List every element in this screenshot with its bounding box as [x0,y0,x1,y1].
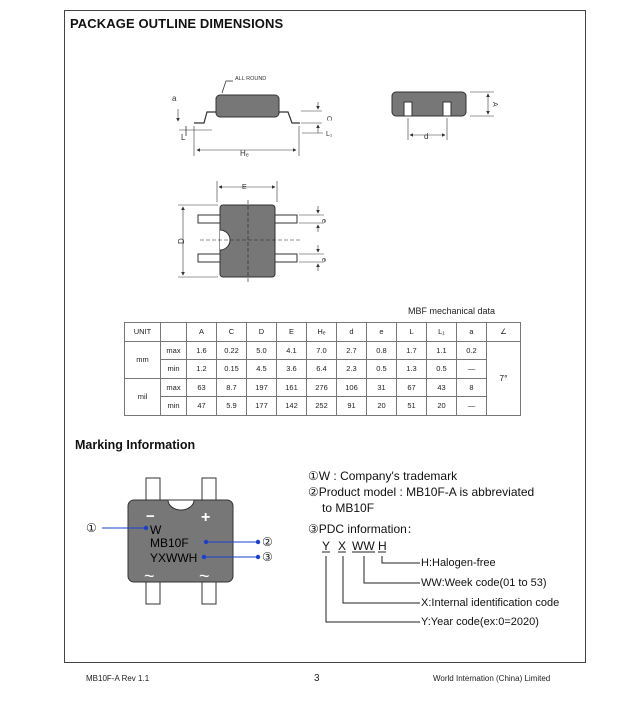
ac-symbol-left: ~ [144,566,155,586]
limit-cell: max [161,341,187,360]
header-cell: ∠ [487,323,521,342]
chip-marking-date: YXWWH [150,551,198,565]
value-cell: 31 [367,378,397,397]
dim-e-big-label: E [242,184,247,191]
value-cell: 0.5 [427,360,457,379]
value-cell: 7.0 [307,341,337,360]
value-cell: 47 [187,397,217,416]
marking-item-model-cont: to MB10F [322,501,375,515]
dim-he-label: Hₑ [240,149,249,158]
header-cell: C [217,323,247,342]
marking-item-pdc: ③PDC information： [308,522,419,536]
value-cell: 106 [337,378,367,397]
page-number: 3 [314,673,320,684]
dim-a-label: a [172,94,177,103]
limit-cell: max [161,378,187,397]
all-round-label: ALL ROUND [235,76,267,82]
unit-cell: mm [125,341,161,378]
marking-item-model: ②Product model : MB10F-A is abbreviated [308,485,535,499]
unit-cell: mil [125,378,161,415]
dim-d-small-label: d [424,132,429,141]
value-cell: 1.1 [427,341,457,360]
value-cell: 276 [307,378,337,397]
value-cell: 0.22 [217,341,247,360]
callout-2: ② [262,535,273,549]
value-cell: 67 [397,378,427,397]
value-cell: 51 [397,397,427,416]
value-cell: 1.6 [187,341,217,360]
header-cell: D [247,323,277,342]
value-cell: — [457,360,487,379]
header-cell: Hₑ [307,323,337,342]
pdc-code-h: H [378,539,387,553]
dim-e1-label: e [320,219,327,223]
marking-item-trademark: ①W : Company's trademark [308,469,458,483]
marking-title: Marking Information [75,438,196,452]
dim-a-big-label: A [491,102,498,107]
header-cell: UNIT [125,323,161,342]
value-cell: 43 [427,378,457,397]
value-cell: 1.7 [397,341,427,360]
pdc-connectors [322,552,420,622]
value-cell: 3.6 [277,360,307,379]
value-cell: 2.7 [337,341,367,360]
angle-cell: 7° [487,341,521,415]
header-cell: d [337,323,367,342]
page-title: PACKAGE OUTLINE DIMENSIONS [70,16,284,31]
pdc-code-y: Y [322,539,331,553]
table-caption: MBF mechanical data [408,306,496,316]
dim-l-label: L [181,133,186,142]
dim-l1-label: L₁ [326,131,333,138]
dim-d-big-label: D [177,238,186,244]
chip-marking-w: W [150,523,162,537]
callout-1: ① [86,521,97,535]
value-cell: 8 [457,378,487,397]
value-cell: 0.5 [367,360,397,379]
header-cell: a [457,323,487,342]
dim-e2-label: e [320,258,327,262]
value-cell: 177 [247,397,277,416]
minus-sign: − [146,508,155,525]
value-cell: 2.3 [337,360,367,379]
value-cell: 1.2 [187,360,217,379]
value-cell: 0.2 [457,341,487,360]
legend-week: WW:Week code(01 to 53) [421,577,547,589]
value-cell: 0.8 [367,341,397,360]
pdc-code-ww: WW [352,539,375,553]
value-cell: 20 [427,397,457,416]
ac-symbol-right: ~ [199,566,210,586]
legend-halogen: H:Halogen-free [421,557,496,569]
limit-cell: min [161,360,187,379]
dim-c-label: C [325,116,332,122]
header-cell: e [367,323,397,342]
pdc-code-x: X [338,539,347,553]
header-cell: A [187,323,217,342]
chip-marking-model: MB10F [150,536,189,550]
value-cell: 6.4 [307,360,337,379]
footer-company: World Internation (China) Limited [433,674,551,683]
legend-year: Y:Year code(ex:0=2020) [421,616,539,628]
value-cell: 161 [277,378,307,397]
value-cell: 8.7 [217,378,247,397]
callout-3: ③ [262,550,273,564]
value-cell: 91 [337,397,367,416]
value-cell: 20 [367,397,397,416]
limit-cell: min [161,397,187,416]
header-cell: L [397,323,427,342]
value-cell: 0.15 [217,360,247,379]
value-cell: 5.0 [247,341,277,360]
header-cell: L₁ [427,323,457,342]
header-cell: E [277,323,307,342]
value-cell: 1.3 [397,360,427,379]
value-cell: 142 [277,397,307,416]
value-cell: 63 [187,378,217,397]
value-cell: 5.9 [217,397,247,416]
value-cell: 252 [307,397,337,416]
value-cell: 4.1 [277,341,307,360]
legend-internal: X:Internal identification code [421,597,560,609]
value-cell: 197 [247,378,277,397]
plus-sign: + [201,509,211,526]
value-cell: 4.5 [247,360,277,379]
footer-doc-id: MB10F-A Rev 1.1 [86,674,150,683]
value-cell: — [457,397,487,416]
